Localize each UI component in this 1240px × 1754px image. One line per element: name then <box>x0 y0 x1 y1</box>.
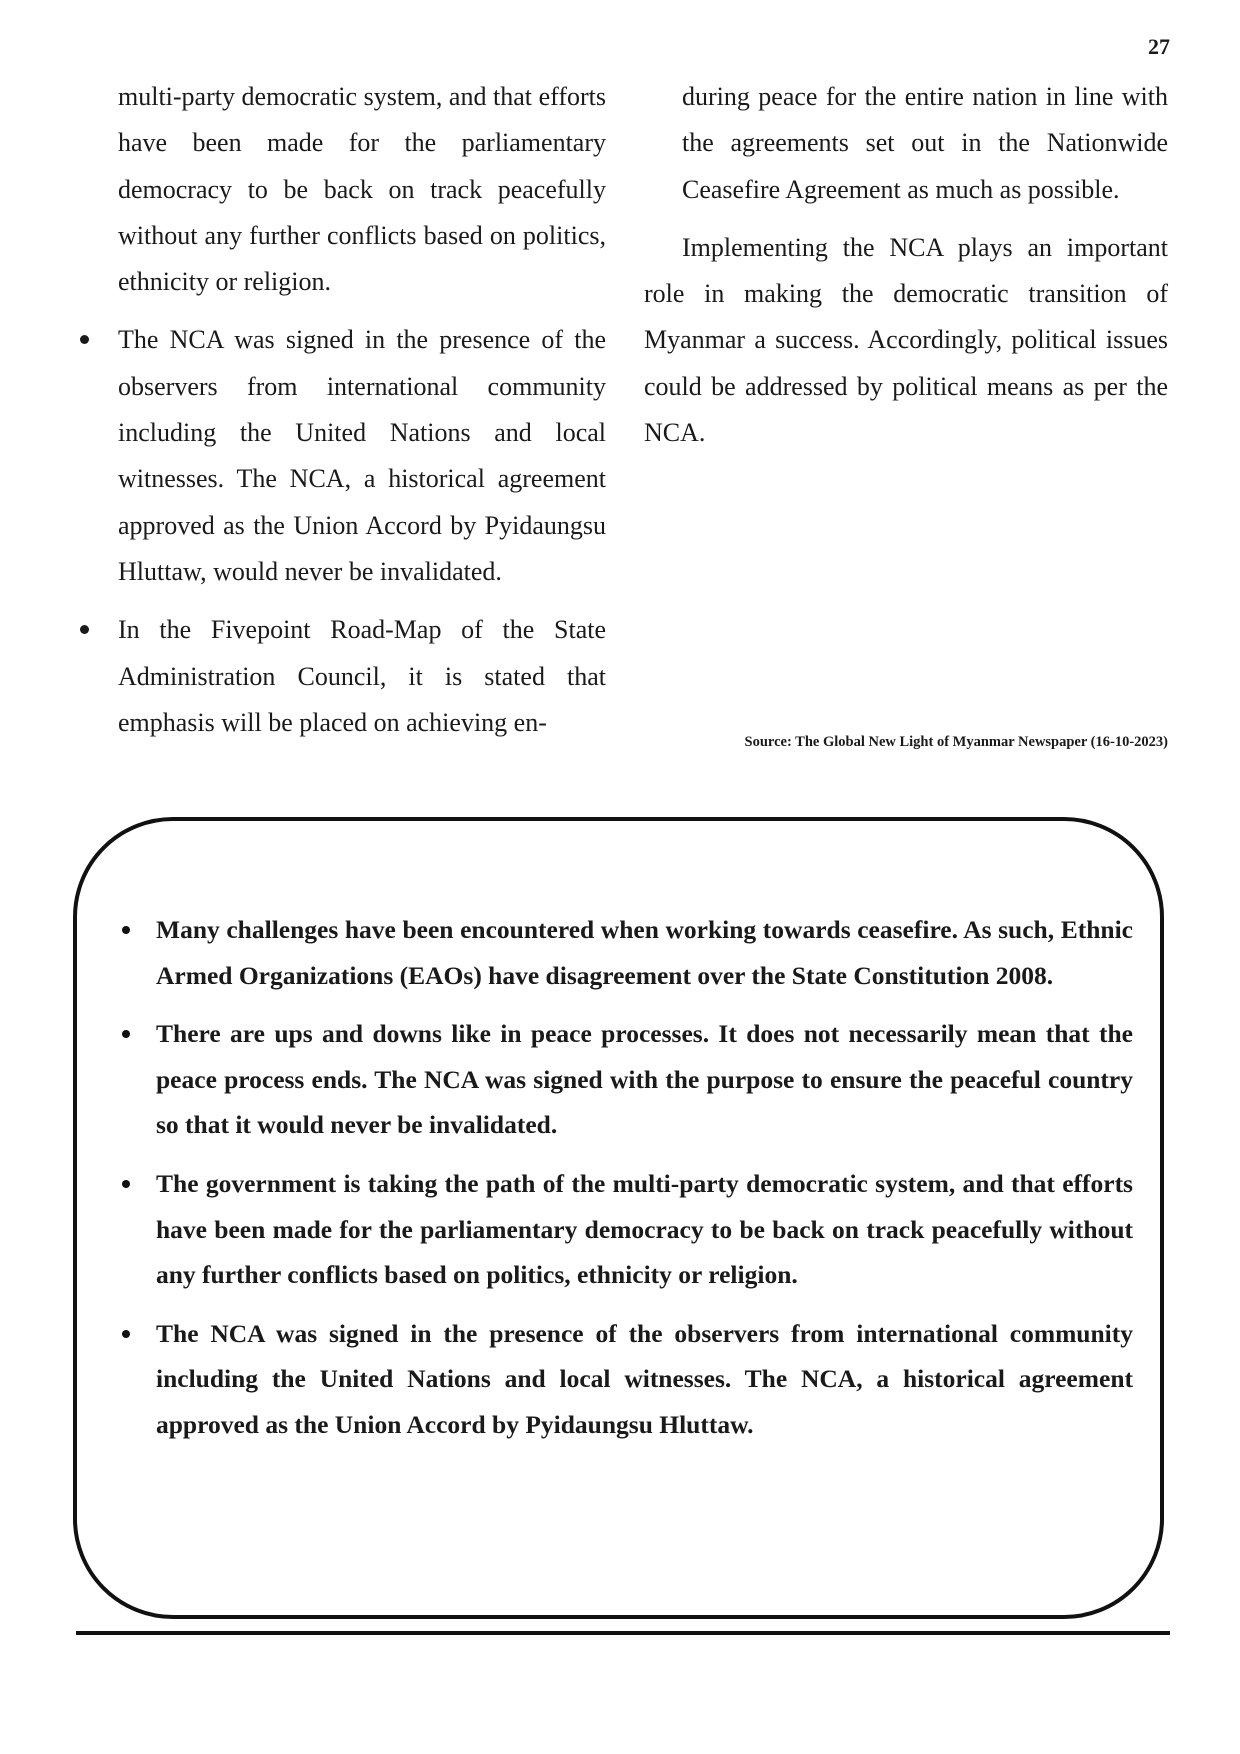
summary-item <box>121 1311 1133 1448</box>
right-column <box>644 74 1168 456</box>
summary-item <box>121 1161 1133 1298</box>
left-column <box>80 74 606 758</box>
source-citation: Source: The Global New Light of Myanmar Newspaper (16-10-2023) <box>744 734 1168 750</box>
bullet-icon <box>122 1330 130 1338</box>
summary-item <box>121 907 1133 998</box>
summary-item-text: The government is taking the path of the multi-party democratic system, and that efforts have been made for the parliamentary democracy to be back on track peacefully without any further conflicts based on politics, ethnicity or religion. <box>156 1168 1133 1290</box>
summary-item-text: There are ups and downs like in peace processes. It does not necessarily mean that the peace process ends. The NCA was signed with the purpose to ensure the peaceful country so that it would never be invalidated. <box>156 1019 1133 1140</box>
list-item <box>80 607 606 746</box>
list-item <box>80 317 606 595</box>
bullet-icon <box>80 625 89 634</box>
left-intro-paragraph: multi-party democratic system, and that efforts have been made for the parliamentary democracy to be back on track peacefully without any further conflicts based on politics, ethnicity or religion. <box>118 82 606 297</box>
bullet-icon <box>122 926 130 934</box>
bottom-divider <box>76 1631 1170 1635</box>
list-item-text: The NCA was signed in the presence of the observers from international community including the United Nations and local witnesses. The NCA, a historical agreement approved as the Union Accord by Pyidaungsu Hluttaw, would never be invalidated. <box>118 325 606 586</box>
bullet-icon <box>80 335 89 344</box>
bullet-icon <box>122 1030 130 1038</box>
summary-box <box>73 817 1164 1619</box>
page-number: 27 <box>1148 34 1170 59</box>
bullet-icon <box>122 1180 130 1188</box>
summary-list <box>121 907 1133 1461</box>
right-continuation-paragraph: during peace for the entire nation in line with the agreements set out in the Nationwide Ceasefire Agreement as much as possible. <box>682 82 1168 204</box>
list-item-text: In the Fivepoint Road-Map of the State Administration Council, it is stated that emphasis will be placed on achieving en- <box>118 615 606 737</box>
left-bullet-list <box>80 317 606 746</box>
right-body-paragraph: Implementing the NCA plays an important role in making the democratic transition of Myanmar a success. Accordingly, political issues could be addressed by political means as per the NCA. <box>644 232 1168 448</box>
summary-item-text: The NCA was signed in the presence of the observers from international community including the United Nations and local witnesses. The NCA, a historical agreement approved as the Union Accord by Pyidaungsu Hluttaw. <box>156 1318 1133 1439</box>
summary-item-text: Many challenges have been encountered when working towards ceasefire. As such, Ethnic Armed Organizations (EAOs) have disagreement over the State Constitution 2008. <box>156 915 1133 990</box>
summary-item <box>121 1011 1133 1148</box>
